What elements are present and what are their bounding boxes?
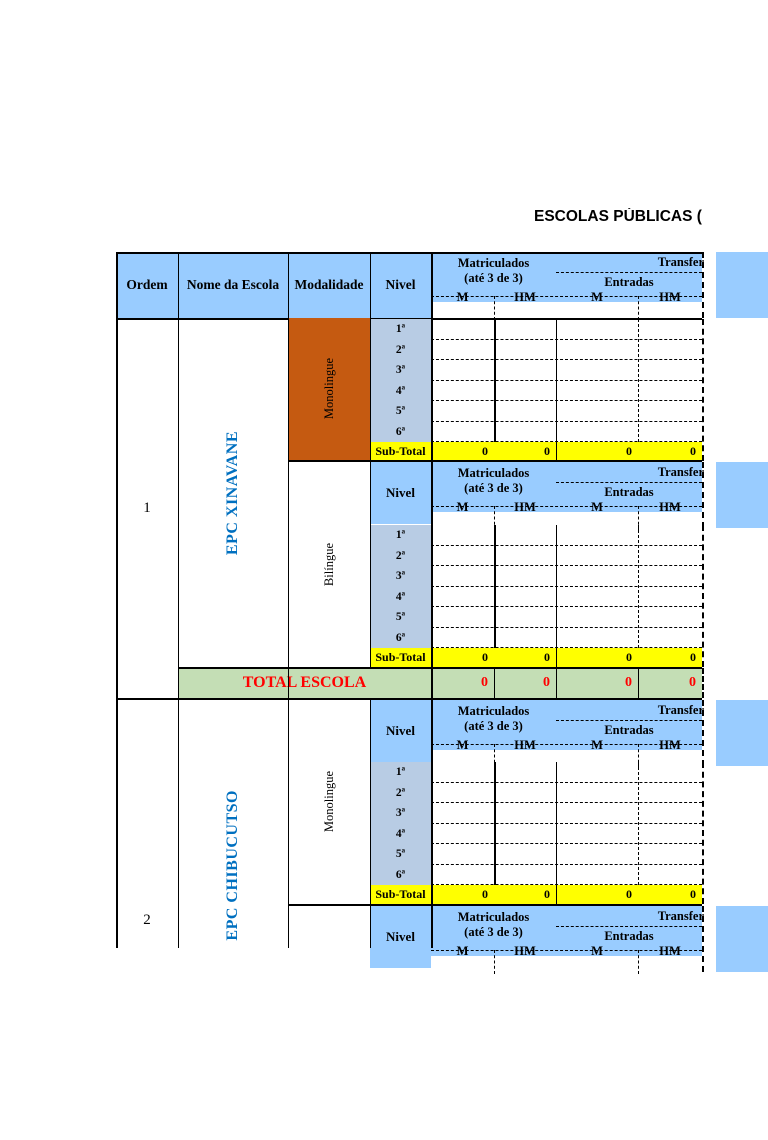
grid-line — [556, 762, 557, 904]
grid-line — [431, 586, 702, 587]
s2-next-transfer: Transfer — [657, 908, 704, 923]
grid-line — [556, 720, 702, 721]
grid-line — [638, 668, 639, 698]
top-entradas: Entradas — [604, 275, 654, 289]
grid-line — [638, 950, 639, 974]
grid-line — [638, 319, 639, 442]
s1-total-1: 0 — [431, 668, 494, 698]
grid-line — [702, 700, 704, 766]
s2-mono-subtotal-label: Sub-Total — [370, 885, 431, 904]
s1-bil-level-1: 1ª — [370, 525, 431, 546]
s1-mono-level-1: 1ª — [370, 319, 431, 340]
grid-line — [431, 380, 702, 381]
s1-school-name: EPC XINAVANE — [224, 430, 241, 556]
s1-school-name-cell — [178, 318, 288, 668]
s1-mono-level-4: 4ª — [370, 381, 431, 402]
page-title: ESCOLAS PÚBLICAS ( — [534, 208, 702, 225]
s2-next-m1-label: M — [456, 944, 469, 958]
s1-bil-level-2: 2ª — [370, 546, 431, 567]
s2-next-hm2-label: HM — [659, 944, 681, 958]
s2-school-name: EPC CHIBUCUTSO — [224, 789, 241, 941]
matriculados-label: Matriculados — [457, 910, 530, 924]
s2-mono-subtotal-4: 0 — [638, 885, 702, 904]
s1-bil-subtotal-3: 0 — [556, 648, 638, 667]
s1-modalidade-bilingue-cell — [288, 462, 370, 667]
grid-line — [116, 252, 118, 948]
s2-next-hm1-label: HM — [514, 944, 536, 958]
grid-line — [702, 525, 704, 667]
grid-line — [494, 668, 495, 698]
grid-line — [556, 926, 702, 927]
grid-line — [494, 950, 495, 974]
grid-line — [702, 762, 704, 904]
s1-bil-subtotal-4: 0 — [638, 648, 702, 667]
s2-mono-hm2-label: HM — [659, 738, 681, 752]
grid-line — [116, 252, 702, 254]
s2-mono-m1-label: M — [456, 738, 469, 752]
s2-modalidade-monolingue: Monolingue — [321, 771, 336, 833]
top-m1-label: M — [456, 290, 469, 304]
grid-line — [494, 296, 495, 320]
grid-line — [370, 252, 371, 668]
s2-next-nivel-header: Nivel — [370, 906, 431, 968]
s1-bil-level-5: 5ª — [370, 607, 431, 628]
s1-mono-level-6: 6ª — [370, 422, 431, 443]
s2-mono-level-4: 4ª — [370, 824, 431, 845]
grid-line — [431, 864, 702, 865]
s1-bil-level-3: 3ª — [370, 566, 431, 587]
s2-mono-subtotal-1: 0 — [431, 885, 494, 904]
s1-bil-transfer: Transfer — [657, 464, 704, 479]
top-hm2-label: HM — [659, 290, 681, 304]
grid-line — [431, 744, 702, 745]
grid-line — [638, 762, 639, 885]
s1-bil-hm1-label: HM — [514, 500, 536, 514]
s1-mono-level-2: 2ª — [370, 340, 431, 361]
s1-modalidade-monolingue-cell — [288, 318, 370, 460]
s1-mono-level-5: 5ª — [370, 401, 431, 422]
grid-line — [702, 462, 704, 528]
grid-line — [494, 319, 496, 442]
s1-bil-level-4: 4ª — [370, 587, 431, 608]
ate-label: (até 3 de 3) — [464, 481, 523, 495]
top-hm1-label: HM — [514, 290, 536, 304]
grid-line — [431, 950, 702, 951]
s2-mono-transfer: Transfer — [657, 702, 704, 717]
s1-total-2: 0 — [494, 668, 556, 698]
grid-line — [556, 668, 557, 698]
s1-bil-subtotal-2: 0 — [494, 648, 556, 667]
ate-label: (até 3 de 3) — [464, 925, 523, 939]
grid-line — [638, 525, 639, 648]
grid-line — [431, 606, 702, 607]
s1-modalidade-monolingue: Monolingue — [321, 358, 336, 420]
s1-mono-level-3: 3ª — [370, 360, 431, 381]
s2-mono-entradas: Entradas — [604, 723, 654, 737]
header-ordem: Ordem — [126, 277, 168, 292]
top-matriculados — [431, 253, 556, 289]
grid-line — [431, 252, 433, 948]
matriculados-label: Matriculados — [457, 466, 530, 480]
s2-mono-right-stripe — [716, 700, 768, 766]
grid-line — [431, 339, 702, 340]
grid-line — [178, 252, 179, 948]
top-transfer: Transfer — [657, 254, 704, 269]
s1-bil-m2-label: M — [591, 500, 603, 514]
s1-total-4: 0 — [638, 668, 702, 698]
s2-mono-hm1-label: HM — [514, 738, 536, 752]
grid-line — [431, 506, 702, 507]
s2-ordem: 2 — [143, 911, 151, 928]
matriculados-label: Matriculados — [457, 704, 530, 718]
s1-total-3: 0 — [556, 668, 638, 698]
s2-mono-level-6: 6ª — [370, 865, 431, 886]
s2-mono-nivel-header: Nivel — [370, 700, 431, 762]
s2-next-m2-label: M — [591, 944, 603, 958]
top-right-stripe — [716, 252, 768, 318]
s2-next-right-stripe — [716, 906, 768, 972]
header-nome-escola: Nome da Escola — [186, 277, 280, 292]
s1-mono-subtotal-3: 0 — [556, 442, 638, 461]
s1-bil-nivel-header: Nivel — [370, 462, 431, 524]
s2-mono-level-2: 2ª — [370, 783, 431, 804]
ate-label: (até 3 de 3) — [464, 719, 523, 733]
s1-bil-hm2-label: HM — [659, 500, 681, 514]
s1-bil-entradas: Entradas — [604, 485, 654, 499]
s1-bil-matriculados — [431, 463, 556, 499]
grid-line — [431, 843, 702, 844]
s1-bil-m1-label: M — [456, 500, 469, 514]
grid-line — [556, 319, 557, 461]
grid-line — [556, 482, 702, 483]
s1-bil-subtotal-1: 0 — [431, 648, 494, 667]
s2-mono-subtotal-3: 0 — [556, 885, 638, 904]
ate-label: (até 3 de 3) — [464, 271, 523, 285]
grid-line — [431, 421, 702, 422]
grid-line — [702, 252, 704, 318]
s1-bil-subtotal-label: Sub-Total — [370, 648, 431, 667]
grid-line — [494, 525, 496, 648]
header-nivel: Nivel — [385, 277, 416, 292]
grid-line — [638, 296, 639, 320]
s1-mono-subtotal-label: Sub-Total — [370, 442, 431, 461]
s2-next-matriculados — [431, 907, 556, 943]
grid-line — [370, 700, 371, 948]
s2-mono-m2-label: M — [591, 738, 603, 752]
s2-mono-subtotal-2: 0 — [494, 885, 556, 904]
header-modalidade: Modalidade — [294, 277, 364, 292]
s2-school-name-cell — [178, 700, 288, 1030]
grid-line — [178, 667, 702, 669]
matriculados-label: Matriculados — [457, 256, 530, 270]
s1-total-label: TOTAL ESCOLA — [178, 668, 431, 698]
grid-line — [431, 782, 702, 783]
s2-mono-level-5: 5ª — [370, 844, 431, 865]
grid-line — [494, 762, 496, 885]
grid-line — [431, 823, 702, 824]
s1-bil-right-stripe — [716, 462, 768, 528]
grid-line — [431, 400, 702, 401]
s1-mono-subtotal-2: 0 — [494, 442, 556, 461]
grid-line — [431, 296, 702, 297]
s1-ordem: 1 — [143, 499, 151, 516]
grid-line — [702, 668, 704, 698]
s2-mono-level-3: 3ª — [370, 803, 431, 824]
grid-line — [288, 252, 289, 948]
s1-bil-level-6: 6ª — [370, 628, 431, 649]
s1-mono-subtotal-4: 0 — [638, 442, 702, 461]
grid-line — [431, 545, 702, 546]
s1-mono-subtotal-1: 0 — [431, 442, 494, 461]
grid-line — [556, 272, 702, 273]
s2-modalidade-monolingue-cell — [288, 700, 370, 904]
s2-next-entradas: Entradas — [604, 929, 654, 943]
grid-line — [702, 906, 704, 972]
s2-mono-matriculados — [431, 701, 556, 737]
grid-line — [556, 525, 557, 667]
grid-line — [431, 565, 702, 566]
grid-line — [702, 319, 704, 461]
grid-line — [431, 359, 702, 360]
grid-line — [431, 802, 702, 803]
grid-line — [288, 460, 702, 462]
grid-line — [431, 627, 702, 628]
s2-mono-level-1: 1ª — [370, 762, 431, 783]
s1-modalidade-bilingue: Bilíngue — [321, 542, 336, 587]
top-m2-label: M — [591, 290, 603, 304]
